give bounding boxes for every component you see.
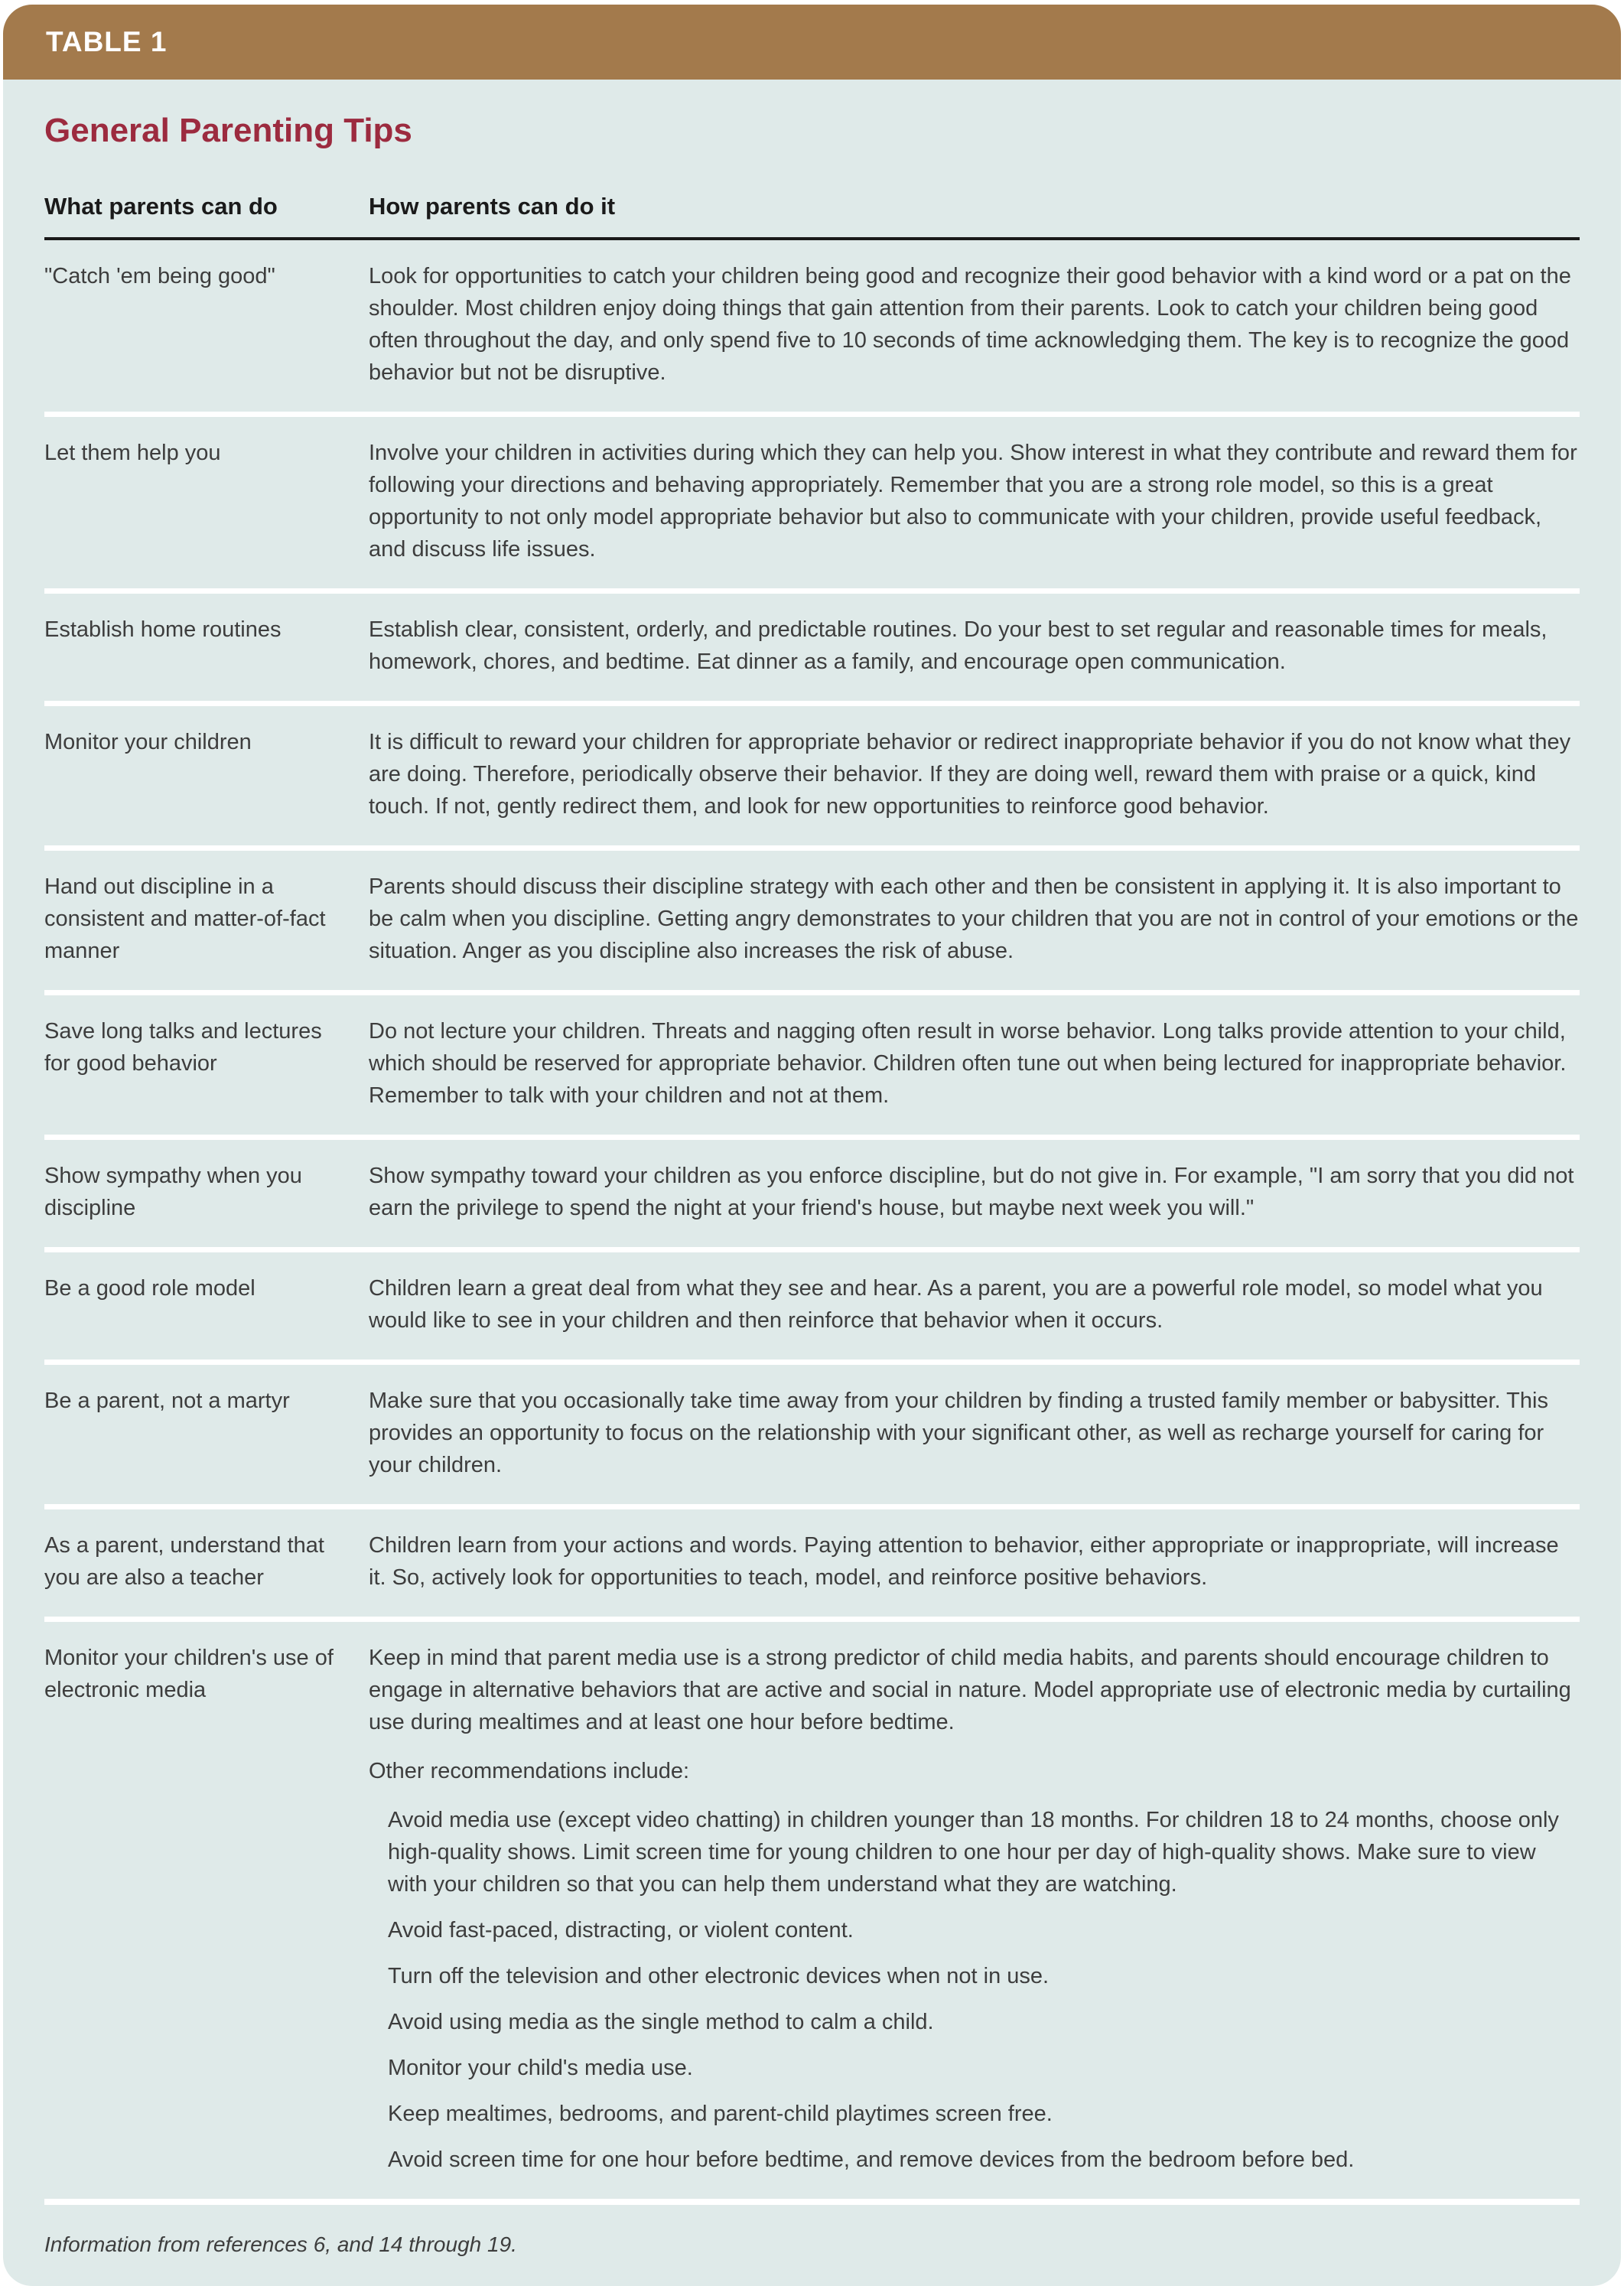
row-label: Show sympathy when you discipline: [44, 1164, 302, 1220]
row-divider: [44, 412, 1580, 417]
table-row: [44, 706, 1580, 845]
row-label: Let them help you: [44, 441, 221, 465]
row-divider: [44, 1617, 1580, 1622]
row-text: Look for opportunities to catch your children being good and recognize their good behavior with a kind word or a pat on the shoulder. Most children enjoy doing things that gain attention from their parents. Look to catch your children being good often throughout the day, and only spend five to 10 seconds of time acknowledging them. The key is to recognize the good behavior but not be disruptive.: [369, 264, 1571, 385]
row-divider: [44, 990, 1580, 995]
recommendation-item: Avoid fast-paced, distracting, or violent content.: [388, 1918, 854, 1942]
row-text: Children learn from your actions and words. Paying attention to behavior, either appropriate or inappropriate, will increase it. So, actively look for opportunities to teach, model, and reinforce positive behaviors.: [369, 1533, 1559, 1590]
row-text: It is difficult to reward your children for appropriate behavior or redirect inappropriate behavior if you do not know what they are doing. Therefore, periodically observe their behavior. If they are doing well, reward them with praise or a quick, kind touch. If not, gently redirect them, and look for new opportunities to reinforce good behavior.: [369, 730, 1571, 819]
footer: [44, 2199, 1580, 2258]
row-label: Establish home routines: [44, 617, 282, 642]
row-text: Children learn a great deal from what they see and hear. As a parent, you are a powerful role model, so model what you would like to see in your children and then reinforce that behavior when it occurs.: [369, 1276, 1543, 1333]
table-row: [44, 1622, 1580, 2199]
source-note: Information from references 6, and 14 through 19.: [44, 2232, 517, 2256]
row-paragraph: Keep in mind that parent media use is a strong predictor of child media habits, and parents should encourage children to engage in alternative behaviors that are active and social in nature. Model appropriate use of electronic media by curtailing use during mealtimes and at least one hour before bedtime.: [369, 1646, 1571, 1734]
table-body: [3, 80, 1621, 2286]
row-label: Monitor your children's use of electronic media: [44, 1646, 334, 1702]
row-paragraph: Other recommendations include:: [369, 1759, 690, 1783]
recommendation-item: Turn off the television and other electronic devices when not in use.: [388, 1964, 1050, 1988]
table-row: [44, 1365, 1580, 1504]
column-headers: [44, 193, 1580, 220]
row-text: Make sure that you occasionally take time away from your children by finding a trusted family member or babysitter. This provides an opportunity to focus on the relationship with your significant other, as well as recharge yourself for caring for your children.: [369, 1389, 1548, 1477]
table-title: General Parenting Tips: [44, 112, 412, 149]
footer-divider: [44, 2199, 1580, 2205]
row-divider: [44, 845, 1580, 851]
row-text: Parents should discuss their discipline strategy with each other and then be consistent in applying it. It is also important to be calm when you discipline. Getting angry demonstrates to your children that you are not in control of your emotions or the situation. Anger as you discipline also increases the risk of abuse.: [369, 874, 1579, 963]
table-header-bar: [3, 5, 1621, 80]
table-row: [44, 417, 1580, 588]
recommendation-item: Avoid screen time for one hour before bedtime, and remove devices from the bedroom before bed.: [388, 2148, 1355, 2172]
column-header-what: What parents can do: [44, 193, 278, 220]
row-label: Be a good role model: [44, 1276, 255, 1301]
table-row: [44, 851, 1580, 990]
row-label: Monitor your children: [44, 730, 252, 754]
row-divider: [44, 1247, 1580, 1252]
row-divider: [44, 1360, 1580, 1365]
row-text: [369, 1642, 1580, 2176]
table-row: [44, 1140, 1580, 1247]
row-divider: [44, 588, 1580, 594]
row-divider: [44, 1504, 1580, 1509]
row-text: Establish clear, consistent, orderly, and predictable routines. Do your best to set regular and reasonable times for meals, homework, chores, and bedtime. Eat dinner as a family, and encourage open communication.: [369, 617, 1548, 674]
recommendation-item: Avoid media use (except video chatting) in children younger than 18 months. For children 18 to 24 months, choose only high-quality shows. Limit screen time for young children to one hour per day of high-quality shows. Make sure to view with your children so that you can help them understand what they are watching.: [388, 1808, 1559, 1897]
row-text: Show sympathy toward your children as you enforce discipline, but do not give in. For example, "I am sorry that you did not earn the privilege to spend the night at your friend's house, but maybe next week you will.": [369, 1164, 1574, 1220]
recommendation-item: Avoid using media as the single method to calm a child.: [388, 2010, 934, 2034]
table-number-label: TABLE 1: [46, 26, 168, 57]
row-text: Involve your children in activities during which they can help you. Show interest in what they contribute and reward them for following your directions and behaving appropriately. Remember that you are a strong role model, so this is a great opportunity to not only model appropriate behavior but also to communicate with your children, provide useful feedback, and discuss life issues.: [369, 441, 1577, 562]
row-label: "Catch 'em being good": [44, 264, 275, 288]
row-text: Do not lecture your children. Threats and nagging often result in worse behavior. Long talks provide attention to your child, which should be reserved for appropriate behavior. Children often tune out when being lectured for inappropriate behavior. Remember to talk with your children and not at them.: [369, 1019, 1567, 1108]
row-label: Hand out discipline in a consistent and matter-of-fact manner: [44, 874, 326, 963]
table-row: [44, 594, 1580, 701]
row-label: Be a parent, not a martyr: [44, 1389, 290, 1413]
recommendation-item: Keep mealtimes, bedrooms, and parent-child playtimes screen free.: [388, 2102, 1053, 2126]
row-label: Save long talks and lectures for good behavior: [44, 1019, 322, 1076]
row-divider: [44, 1135, 1580, 1140]
table-row: [44, 995, 1580, 1135]
column-header-how: How parents can do it: [369, 193, 616, 220]
table-row: [44, 240, 1580, 412]
table-card: [3, 5, 1621, 2256]
row-label: As a parent, understand that you are also a teacher: [44, 1533, 324, 1590]
table-row: [44, 1252, 1580, 1360]
table-row: [44, 1509, 1580, 1617]
recommendation-item: Monitor your child's media use.: [388, 2056, 693, 2080]
row-divider: [44, 701, 1580, 706]
